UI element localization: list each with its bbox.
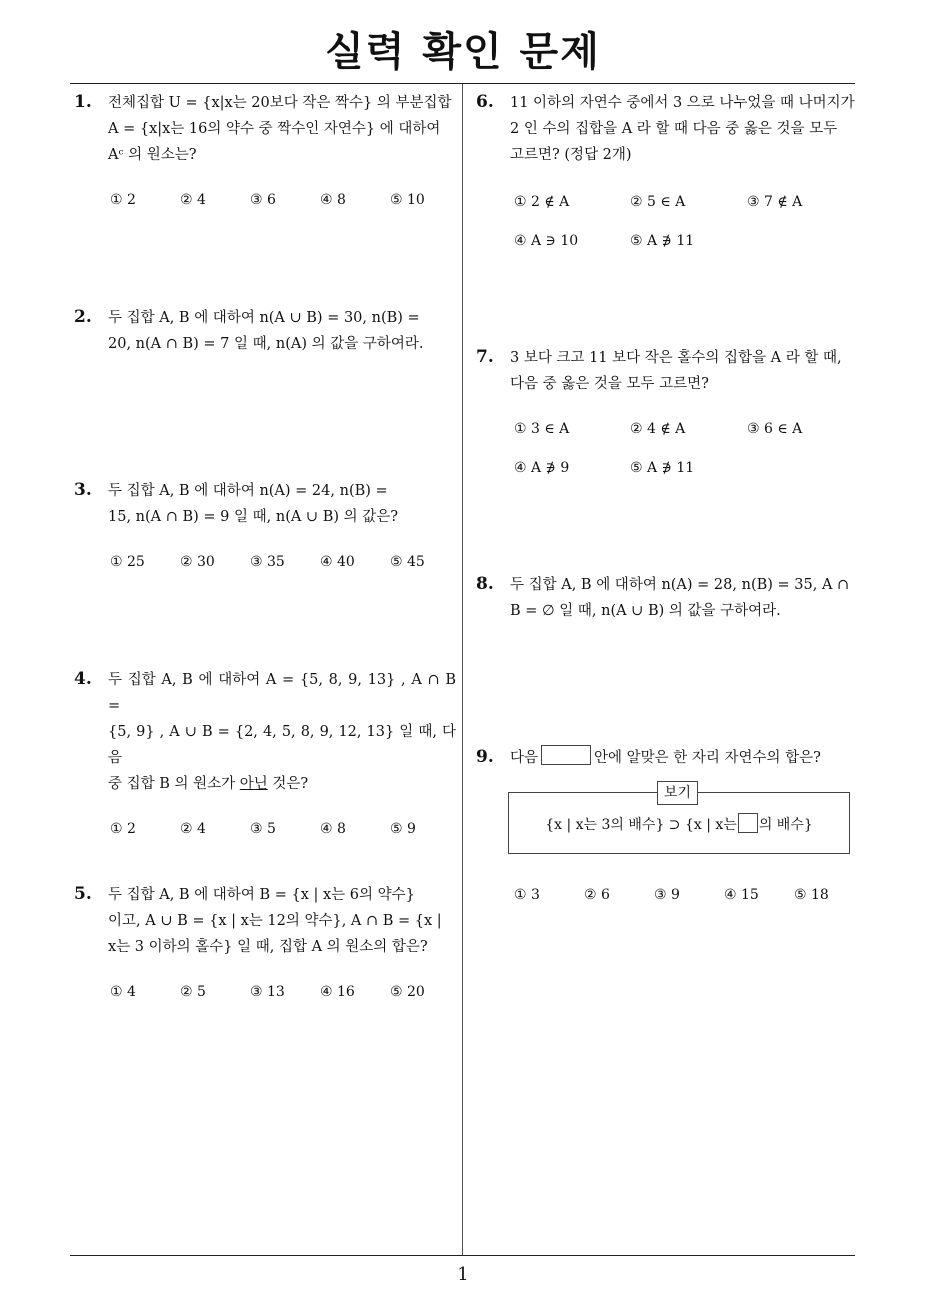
question-stem: 두 집합 A, B 에 대하여 A = {5, 8, 9, 13} , A ∩ B = {5, 9} , A ∪ B = {2, 4, 5, 8, 9, 12, 13} 일 때, 다음 중 집합 B 의 원소가 아닌 것은? <box>108 672 456 792</box>
question-stem: 두 집합 A, B 에 대하여 B = {x | x는 6의 약수} 이고, A ∪ B = {x | x는 12의 약수}, A ∩ B = {x | x는 3 이하의 홀수} 일 때, 집합 A 의 원소의 합은? <box>108 887 442 955</box>
choice-2[interactable]: ② 6 <box>584 887 610 903</box>
question-2 <box>74 305 456 357</box>
choice-1[interactable]: ① 25 <box>110 554 145 570</box>
choice-3[interactable]: ③ 13 <box>250 984 285 1000</box>
choice-1[interactable]: ① 3 ∈ A <box>514 421 570 437</box>
choice-1[interactable]: ① 2 ∉ A <box>514 194 570 210</box>
answer-choices <box>514 887 854 913</box>
question-number: 2. <box>74 307 92 327</box>
question-number: 7. <box>476 347 494 367</box>
choice-3[interactable]: ③ 6 <box>250 192 276 208</box>
choice-2[interactable]: ② 4 <box>180 192 206 208</box>
choice-3[interactable]: ③ 9 <box>654 887 680 903</box>
choice-5[interactable]: ⑤ 18 <box>794 887 829 903</box>
question-3 <box>74 478 456 580</box>
example-box-content: {x | x는 3의 배수} ⊃ {x | x는 의 배수} <box>509 813 849 834</box>
choice-4[interactable]: ④ A ∋ 10 <box>514 233 579 249</box>
choice-2[interactable]: ② 5 <box>180 984 206 1000</box>
choice-1[interactable]: ① 3 <box>514 887 540 903</box>
answer-choices <box>514 421 860 447</box>
question-number: 1. <box>74 92 92 112</box>
answer-choices <box>110 554 456 580</box>
choice-1[interactable]: ① 2 <box>110 821 136 837</box>
choice-4[interactable]: ④ 15 <box>724 887 759 903</box>
question-8 <box>476 572 860 624</box>
choice-4[interactable]: ④ 40 <box>320 554 355 570</box>
square-blank <box>738 813 758 833</box>
answer-choices <box>110 192 456 218</box>
column-divider <box>462 84 463 1255</box>
page-number: 1 <box>457 1264 469 1285</box>
choice-5[interactable]: ⑤ 20 <box>390 984 425 1000</box>
answer-choices <box>110 984 456 1010</box>
answer-choices <box>514 194 860 220</box>
choice-5[interactable]: ⑤ A ∌ 11 <box>630 460 695 476</box>
question-9 <box>476 745 860 915</box>
choice-2[interactable]: ② 5 ∈ A <box>630 194 686 210</box>
emphasis-underline: 아닌 <box>239 776 268 792</box>
question-stem: 두 집합 A, B 에 대하여 n(A ∪ B) = 30, n(B) = 20, n(A ∩ B) = 7 일 때, n(A) 의 값을 구하여라. <box>108 310 424 352</box>
answer-choices-row-2 <box>514 460 860 486</box>
choice-5[interactable]: ⑤ 10 <box>390 192 425 208</box>
question-6 <box>476 90 860 259</box>
question-number: 3. <box>74 480 92 500</box>
choice-4[interactable]: ④ A ∌ 9 <box>514 460 570 476</box>
choice-4[interactable]: ④ 8 <box>320 192 346 208</box>
question-number: 5. <box>74 884 92 904</box>
question-number: 4. <box>74 669 92 689</box>
choice-3[interactable]: ③ 35 <box>250 554 285 570</box>
choice-2[interactable]: ② 30 <box>180 554 215 570</box>
question-stem: 두 집합 A, B 에 대하여 n(A) = 24, n(B) = 15, n(A ∩ B) = 9 일 때, n(A ∪ B) 의 값은? <box>108 483 399 525</box>
choice-5[interactable]: ⑤ 9 <box>390 821 416 837</box>
question-4 <box>74 667 456 847</box>
question-stem: 11 이하의 자연수 중에서 3 으로 나누었을 때 나머지가 2 인 수의 집합을 A 라 할 때 다음 중 옳은 것을 모두 고르면? (정답 2개) <box>510 95 855 163</box>
question-number: 9. <box>476 747 494 767</box>
choice-3[interactable]: ③ 5 <box>250 821 276 837</box>
question-5 <box>74 882 456 1010</box>
question-number: 6. <box>476 92 494 112</box>
choice-4[interactable]: ④ 16 <box>320 984 355 1000</box>
question-stem: 두 집합 A, B 에 대하여 n(A) = 28, n(B) = 35, A ∩ B = ∅ 일 때, n(A ∪ B) 의 값을 구하여라. <box>510 577 850 619</box>
choice-3[interactable]: ③ 7 ∉ A <box>747 194 803 210</box>
question-stem: 다음 안에 알맞은 한 자리 자연수의 합은? <box>510 745 860 771</box>
question-stem: 전체집합 U = {x|x는 20보다 작은 짝수} 의 부분집합 A = {x|x는 16의 약수 중 짝수인 자연수} 에 대하여 Aᶜ 의 원소는? <box>108 95 452 163</box>
choice-5[interactable]: ⑤ 45 <box>390 554 425 570</box>
question-1 <box>74 90 456 218</box>
choice-1[interactable]: ① 2 <box>110 192 136 208</box>
answer-blank-box <box>541 745 591 765</box>
choice-5[interactable]: ⑤ A ∌ 11 <box>630 233 695 249</box>
question-stem: 3 보다 크고 11 보다 작은 홀수의 집합을 A 라 할 때, 다음 중 옳은 것을 모두 고르면? <box>510 350 842 392</box>
question-number: 8. <box>476 574 494 594</box>
choice-3[interactable]: ③ 6 ∈ A <box>747 421 803 437</box>
example-box-label: 보기 <box>657 781 698 805</box>
choice-2[interactable]: ② 4 ∉ A <box>630 421 686 437</box>
choice-1[interactable]: ① 4 <box>110 984 136 1000</box>
bottom-rule <box>70 1255 855 1256</box>
page-title: 실력 확인 문제 <box>325 29 601 75</box>
example-box <box>508 785 850 854</box>
choice-4[interactable]: ④ 8 <box>320 821 346 837</box>
answer-choices-row-2 <box>514 233 860 259</box>
question-7 <box>476 345 860 486</box>
choice-2[interactable]: ② 4 <box>180 821 206 837</box>
answer-choices <box>110 821 456 847</box>
